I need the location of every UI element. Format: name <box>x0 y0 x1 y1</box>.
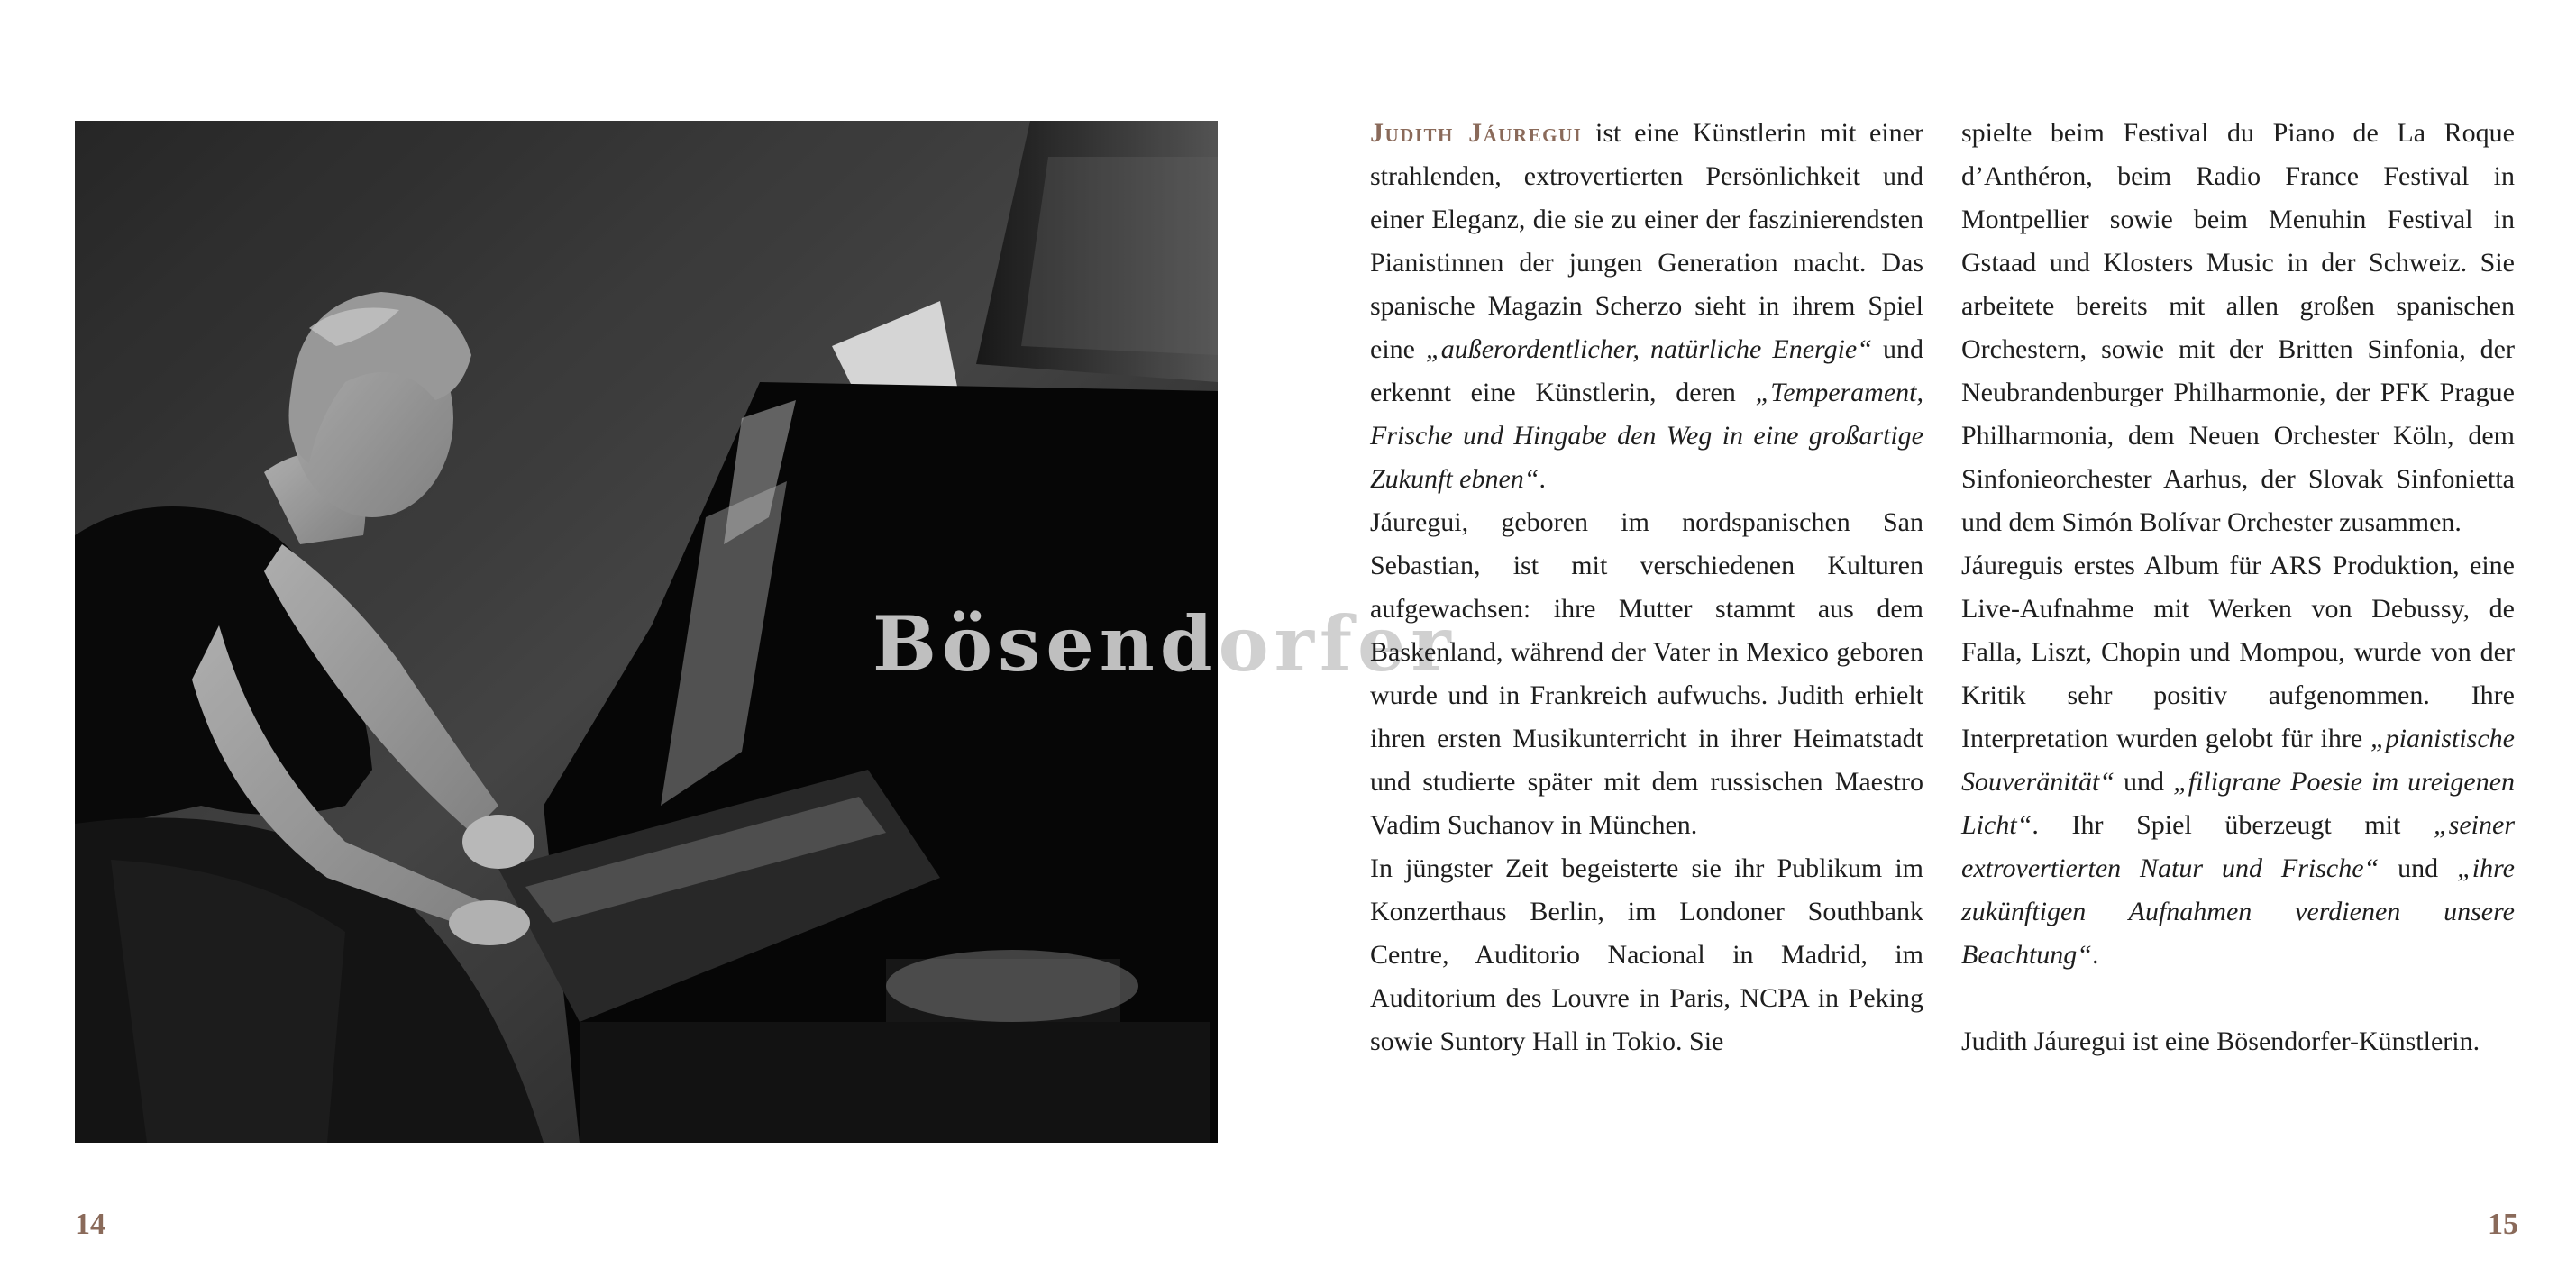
piano-brand-logo: Bösendorfer <box>872 599 1457 689</box>
album-text-e: . <box>2091 940 2099 970</box>
intro-text-c: . <box>1539 464 1546 494</box>
page-number-right: 15 <box>2488 1208 2518 1241</box>
album-text-c: . Ihr Spiel überzeugt mit <box>2032 810 2434 840</box>
bosendorfer-artist-note: Judith Jáuregui ist eine Bösendorfer-Künstlerin. <box>1961 1026 2480 1056</box>
intro-text-a: ist eine Künstlerin mit einer strahlenden, extrovertierten Persönlichkeit und einer Eleganz, die sie zu einer der faszinierendsten Pianistinnen der jungen Generation macht. Das spanische Magazin Scherzo sieht in ihrem Spiel eine <box>1370 118 1923 364</box>
quote-souveraenitaet: „pianistische Souveränität“ <box>1961 724 2515 797</box>
album-text-d: und <box>2379 853 2458 883</box>
intro-text-b: und erkennt eine Künstlerin, deren <box>1370 334 1923 407</box>
concerts-paragraph: In jüngster Zeit begeisterte sie ihr Publikum im Konzerthaus Berlin, im Londoner Southbank Centre, Auditorio Nacional in Madrid, im Auditorium des Louvre in Paris, NCPA in Peking sowie Suntory Hall in Tokio. Sie <box>1370 853 1923 1056</box>
quote-poesie: „filigrane Poesie im ureigenen Licht“ <box>1961 767 2516 840</box>
album-text-b: und <box>2115 767 2174 797</box>
page-number-left: 14 <box>75 1208 105 1241</box>
biography-paragraph: Jáuregui, geboren im nordspanischen San Sebastian, ist mit verschiedenen Kulturen aufgewachsen: ihre Mutter stammt aus dem Baskenland, während der Vater in Mexico geboren wurde und in Frankreich aufwuchs. Judith erhielt ihren ersten Musikunterricht in ihrer Heimatstadt und studierte später mit dem russischen Maestro Vadim Suchanov in München. <box>1370 507 1923 840</box>
quote-temperament: „Temperament, Frische und Hingabe den Weg in eine großartige Zukunft ebnen“ <box>1370 378 1923 494</box>
quote-natur: „seiner extrovertierten Natur und Frische“ <box>1961 810 2515 883</box>
intro-paragraph <box>1370 112 1923 501</box>
pianist-at-piano-image <box>75 121 1457 1143</box>
text-column-1 <box>1370 112 1923 1063</box>
artist-name: Judith Jáuregui <box>1370 118 1583 148</box>
text-column-2 <box>1961 112 2515 1063</box>
album-paragraph <box>1961 544 2515 977</box>
album-text-a: Jáureguis erstes Album für ARS Produktion, eine Live-Aufnahme mit Werken von Debussy, de Falla, Liszt, Chopin und Mompou, wurde von der Kritik sehr positiv aufgenommen. Ihre Interpretation wurden gelobt für ihre <box>1961 551 2515 753</box>
festivals-paragraph: spielte beim Festival du Piano de La Roque d’Anthéron, beim Radio France Festival in Montpellier sowie beim Menuhin Festival in Gstaad und Klosters Music in der Schweiz. Sie arbeitete bereits mit allen großen spanischen Orchestern, sowie mit der Britten Sinfonia, der Neubrandenburger Philharmonie, der PFK Prague Philharmonia, dem Neuen Orchester Köln, dem Sinfonieorchester Aarhus, der Slovak Sinfonietta und dem Simón Bolívar Orchester zusammen. <box>1961 118 2515 537</box>
quote-energy: „außerordentlicher, natürliche Energie“ <box>1426 334 1872 364</box>
quote-beachtung: „ihre zukünftigen Aufnahmen verdienen unsere Beachtung“ <box>1961 853 2515 970</box>
pianist-photo <box>75 121 1457 1143</box>
